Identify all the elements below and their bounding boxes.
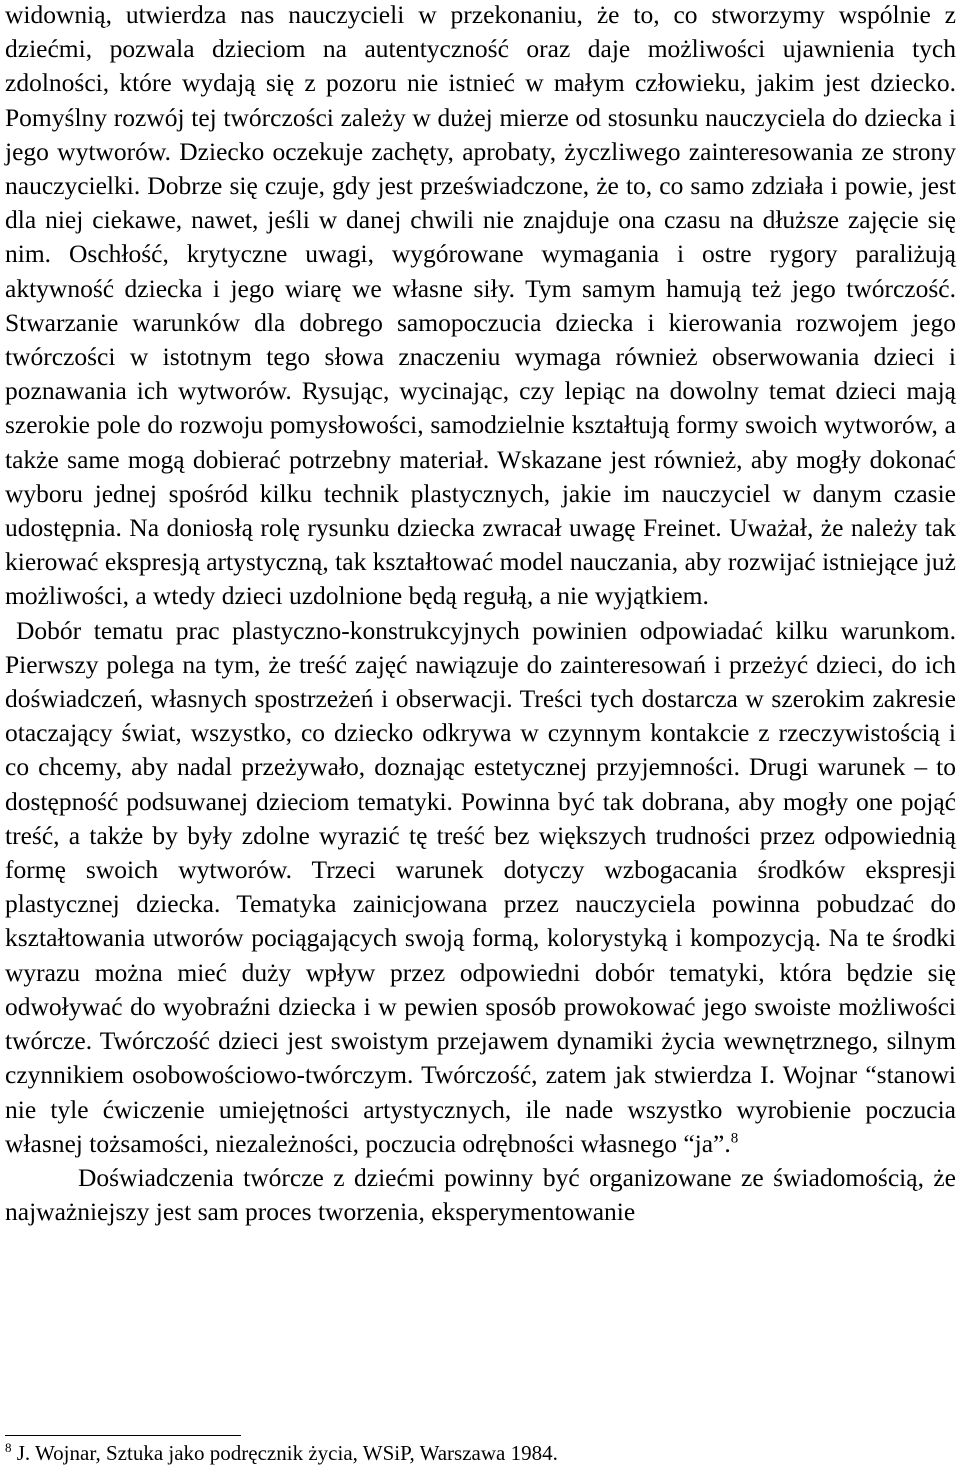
footnote-separator [5, 1435, 241, 1436]
footnote-number: 8 [5, 1440, 12, 1455]
footnote [5, 1440, 558, 1466]
paragraph-children-creativity: widownią, utwierdza nas nauczycieli w przekonaniu, że to, co stworzymy wspólnie z dziećmi, pozwala dzieciom na autentyczność oraz daje możliwości ujawnienia tych zdolności, które wydają się z pozoru nie istnieć w małym człowieku, jakim jest dziecko. Pomyślny rozwój tej twórczości zależy w dużej mierze od stosunku nauczyciela do dziecka i jego wytworów. Dziecko oczekuje zachęty, aprobaty, życzliwego zainteresowania ze strony nauczycielki. Dobrze się czuje, gdy jest przeświadczone, że to, co samo zdziała i powie, jest dla niej ciekawe, nawet, jeśli w danej chwili nie znajduje ona czasu na dłuższe zajęcie się nim. Oschłość, krytyczne uwagi, wygórowane wymagania i ostre rygory paraliżują aktywność dziecka i jego wiarę we własne siły. Tym samym hamują też jego twórczość. Stwarzanie warunków dla dobrego samopoczucia dziecka i kierowania rozwojem jego twórczości w istotnym tego słowa znaczeniu wymaga również obserwowania dzieci i poznawania ich wytworów. Rysując, wycinając, czy lepiąc na dowolny temat dzieci mają szerokie pole do rozwoju pomysłowości, samodzielnie kształtują formy swoich wytworów, a także same mogą dobierać potrzebny materiał. Wskazane jest również, aby mogły dokonać wyboru jednej spośród kilku technik plastycznych, jakie im nauczyciel w danym czasie udostępnia. Na doniosłą rolę rysunku dziecka zwracał uwagę Freinet. Uważał, że należy tak kierować ekspresją artystyczną, tak kształtować model nauczania, aby rozwijać istniejące już możliwości, a wtedy dzieci uzdolnione będą regułą, a nie wyjątkiem. [5, 0, 956, 611]
paragraph-creative-experiences: Doświadczenia twórcze z dziećmi powinny być organizowane ze świadomością, że najważniejszy jest sam proces tworzenia, eksperymentowanie [5, 1162, 956, 1227]
paragraph-topic-selection [5, 614, 956, 1161]
paragraph-topic-selection-text: Dobór tematu prac plastyczno-konstrukcyjnych powinien odpowiadać kilku warunkom. Pierwszy polega na tym, że treść zajęć nawiązuje do zainteresowań i przeżyć dzieci, do ich doświadczeń, własnych spostrzeżeń i obserwacji. Treści tych dostarcza w szerokim zakresie otaczający świat, wszystko, co dziecko odkrywa w czynnym kontakcie z rzeczywistością i co chcemy, aby nadal przeżywało, doznając estetycznej przyjemności. Drugi warunek – to dostępność podsuwanej dzieciom tematyki. Powinna być tak dobrana, aby mogły one pojąć treść, a także by były zdolne wyrazić tę treść bez większych trudności przez odpowiednią formę swoich wytworów. Trzeci warunek dotyczy wzbogacania środków ekspresji plastycznej dziecka. Tematyka zainicjowana przez nauczyciela powinna pobudzać do kształtowania utworów pociągających swoją formą, kolorystyką i kompozycją. Na te środki wyrazu można mieć duży wpływ przez odpowiedni dobór tematyki, która będzie się odwoływać do wyobraźni dziecka i w pewien sposób prowokować jego swoiste możliwości twórcze. Twórczość dzieci jest swoistym przejawem dynamiki życia wewnętrznego, silnym czynnikiem osobowościowo-twórczym. Twórczość, zatem jak stwierdza I. Wojnar “stanowi nie tyle ćwiczenie umiejętności artystycznych, ile nade wszystko wyrobienie poczucia własnej tożsamości, niezależności, poczucia odrębności własnego “ja”. [5, 615, 956, 1158]
footnote-reference: 8 [730, 1130, 739, 1147]
footnote-text: J. Wojnar, Sztuka jako podręcznik życia, WSiP, Warszawa 1984. [11, 1441, 558, 1465]
